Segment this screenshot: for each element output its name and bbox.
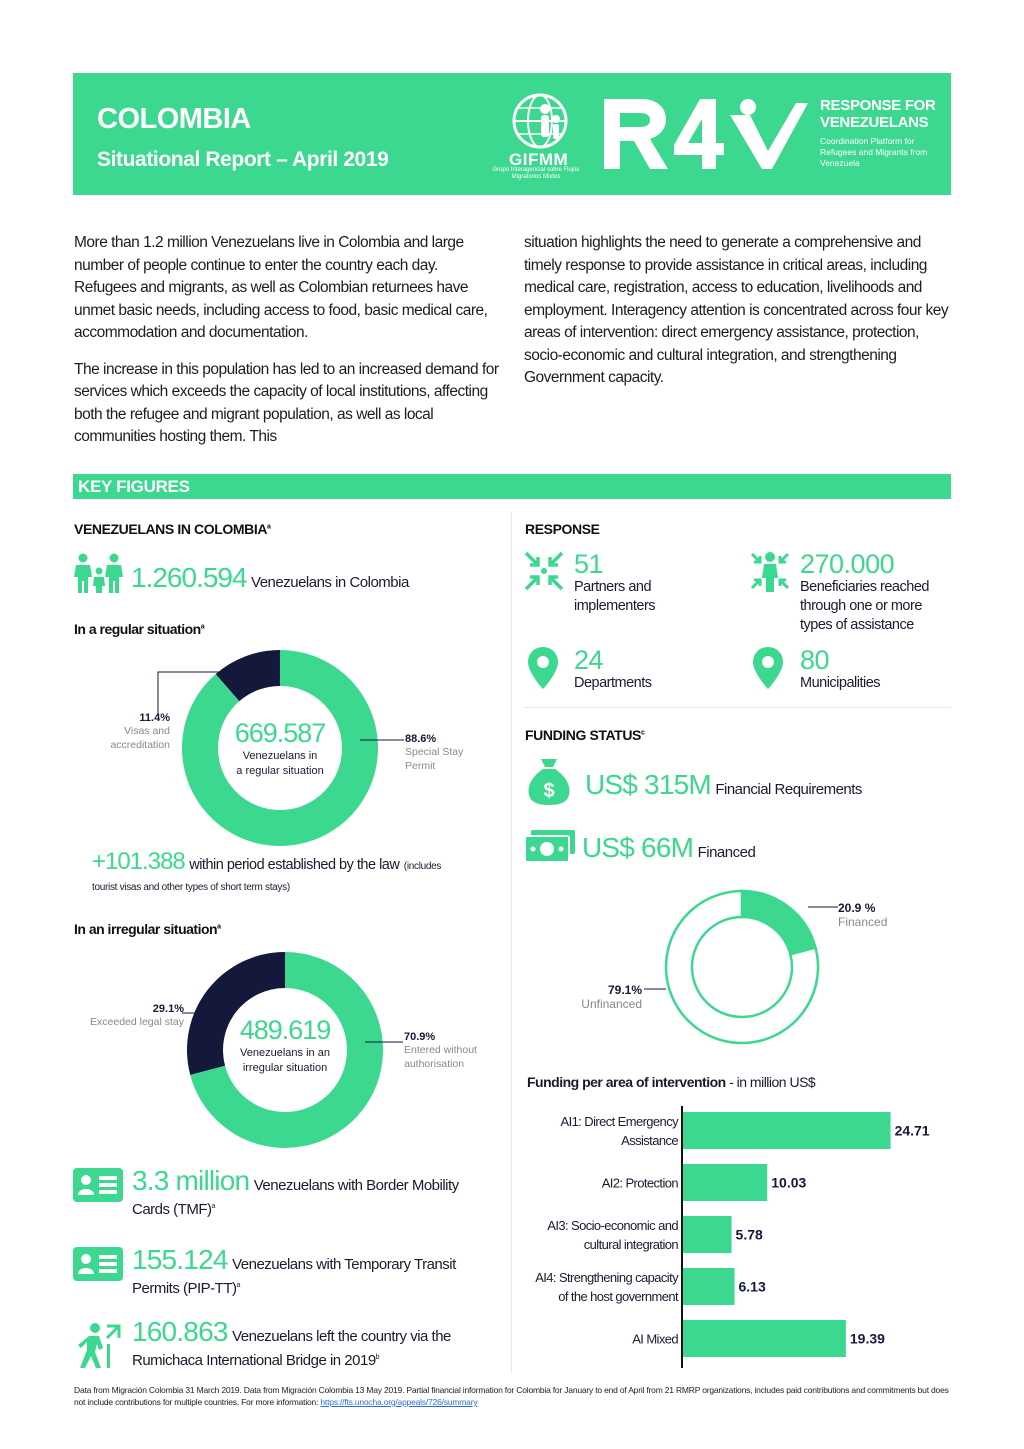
regular-lbl-b-1: Special Stay	[405, 746, 464, 758]
regular-label-a	[100, 712, 170, 752]
bar-value-label-2: 10.03	[771, 1174, 807, 1191]
tmf-stat	[132, 1165, 502, 1197]
requirements-number: US$ 315M	[585, 769, 711, 800]
bar-4	[683, 1268, 734, 1305]
money-bag-icon	[527, 757, 571, 805]
regular-leader-line-right	[360, 735, 410, 745]
within-period-number: +101.388	[92, 848, 185, 875]
id-card-icon	[73, 1168, 123, 1202]
venezuelans-title-note: a	[267, 523, 271, 531]
within-period	[92, 848, 492, 877]
departments-number: 24	[574, 645, 604, 675]
irregular-title-text: In an irregular situation	[74, 921, 218, 937]
departments-label: Departments	[574, 675, 652, 691]
bar-value-label-3: 5.78	[735, 1226, 763, 1243]
regular-center-number: 669.587	[234, 718, 326, 748]
funding-donut-chart	[662, 887, 822, 1047]
permit-card-icon	[73, 1247, 123, 1281]
page-subtitle: Situational Report – April 2019	[97, 148, 389, 171]
bar-value-label-1: 24.71	[894, 1122, 930, 1139]
beneficiaries-number: 270.000	[800, 549, 895, 579]
pip-label-2-wrap	[132, 1276, 240, 1299]
partners-label-2: implementers	[574, 598, 656, 614]
partners-number: 51	[574, 549, 604, 579]
pip-label-1: Venezuelans with Temporary Transit	[232, 1256, 456, 1273]
total-venezuelans	[131, 562, 409, 594]
per-area-unit: - in million US$	[729, 1074, 816, 1090]
unfinanced-pct-lbl: Unfinanced	[581, 997, 642, 1011]
departments-stat	[574, 646, 652, 693]
irregular-center-label-1: Venezuelans in an	[240, 1047, 330, 1059]
total-venezuelans-number: 1.260.594	[131, 562, 247, 593]
family-icon	[73, 553, 125, 593]
within-period-note-2: tourist visas and other types of short term stays)	[92, 882, 290, 893]
location-pin-icon-2	[753, 647, 783, 689]
regular-title	[74, 621, 204, 637]
unfunded-leader-line	[644, 984, 670, 994]
funding-segment-financed	[742, 891, 815, 954]
pip-note: a	[236, 1282, 240, 1289]
unfinanced-pct-label	[570, 983, 642, 1011]
rumichaca-label-2: Rumichaca International Bridge in 2019	[132, 1352, 376, 1369]
regular-label-b	[405, 733, 463, 773]
per-area-title	[527, 1074, 815, 1090]
partners-icon	[524, 551, 564, 591]
financed-pct-label	[838, 901, 887, 929]
tmf-number: 3.3 million	[132, 1165, 250, 1196]
bar-category-label-4: AI4: Strengthening capacity	[535, 1270, 678, 1285]
irregular-leader-line	[180, 1005, 210, 1025]
svg-text:$: $	[543, 780, 555, 802]
regular-lbl-a-2: accreditation	[110, 739, 170, 751]
rumichaca-label-2-wrap	[132, 1348, 379, 1371]
partners-label-1: Partners and	[574, 579, 652, 595]
partners-stat	[574, 550, 655, 616]
irregular-label-a	[84, 1003, 184, 1029]
intro-paragraph-1: More than 1.2 million Venezuelans live in Colombia and large number of people continue to enter the country each day. Refugees and migrants, as well as Colombian returnees have unmet basic needs, including access to food, basic medical care, accommodation and documentation.	[74, 234, 488, 341]
r4v-title-line-2: VENEZUELANS	[820, 114, 929, 131]
footnote-text: Data from Migración Colombia 31 March 2019. Data from Migración Colombia 13 May 2019. Partial financial information for Colombia for January to end of April from 21 RMRP organizations, includes paid contributions and commitments but does not include contributions for multiple countries. For more information:	[74, 1385, 949, 1407]
regular-title-note: a	[200, 623, 205, 631]
beneficiaries-icon	[748, 550, 792, 592]
r4v-title-line-1: RESPONSE FOR	[820, 97, 936, 114]
response-title: RESPONSE	[525, 521, 600, 537]
municipalities-stat	[800, 646, 880, 693]
tmf-label-2: Cards (TMF)	[132, 1201, 212, 1218]
financed-label: Financed	[697, 844, 756, 861]
header-banner	[73, 73, 951, 195]
tmf-label-2-wrap	[132, 1197, 215, 1220]
intro-paragraph-3: situation highlights the need to generate a comprehensive and timely response to provide assistance in critical areas, including medical care, registration, access to education, livelihoods and employment. Interagency attention is concentrated across four key areas of intervention: direct emergency assistance, protection, socio-economic and cultural integration, and strengthening Government capacity.	[524, 234, 949, 386]
intro-paragraph-2: The increase in this population has led to an increased demand for services which exceeds the capacity of local institutions, affecting both the refugee and migrant population, as well as local communities hosting them. This	[74, 360, 499, 445]
financed-pct-lbl: Financed	[838, 915, 888, 929]
irregular-lbl-b-2: authorisation	[404, 1058, 465, 1070]
bar-3	[683, 1216, 732, 1253]
response-divider	[524, 707, 951, 708]
irregular-lbl-b-1: Entered without	[404, 1044, 477, 1056]
gifmm-name: GIFMM	[509, 150, 569, 169]
bar-category-label-1: AI1: Direct Emergency	[560, 1114, 678, 1129]
irregular-title	[74, 921, 221, 937]
irregular-center-number: 489.619	[239, 1015, 331, 1045]
funding-requirements	[585, 769, 862, 801]
financed-number: US$ 66M	[582, 832, 694, 863]
irregular-pct-a: 29.1%	[152, 1003, 184, 1015]
tmf-label-1: Venezuelans with Border Mobility	[253, 1177, 459, 1194]
irregular-lbl-a: Exceeded legal stay	[90, 1016, 184, 1028]
within-period-note: (includes	[403, 861, 442, 872]
rumichaca-label-1: Venezuelans left the country via the	[232, 1328, 451, 1345]
per-area-title-text: Funding per area of intervention	[527, 1074, 726, 1090]
irregular-center	[220, 1015, 350, 1076]
key-figures-bar: KEY FIGURES	[73, 474, 951, 499]
beneficiaries-label-2: through one or more	[800, 598, 922, 614]
funding-financed	[582, 832, 755, 864]
rumichaca-number: 160.863	[132, 1316, 228, 1347]
rumichaca-note: b	[375, 1354, 380, 1361]
funding-title-note: c	[640, 729, 645, 737]
bar-value-label-4: 6.13	[738, 1278, 766, 1295]
regular-center-label-1: Venezuelans in	[242, 750, 318, 762]
bar-value-label-5: 19.39	[849, 1330, 885, 1347]
regular-center	[215, 718, 345, 779]
beneficiaries-label-1: Beneficiaries reached	[800, 579, 929, 595]
irregular-title-note: a	[217, 923, 221, 931]
r4v-subtitle: Coordination Platform for Refugees and Migrants from Venezuela	[820, 136, 928, 168]
gifmm-subtitle: Grupo Interagencial sobre Flujos Migratorios Mixtos	[492, 167, 580, 180]
page-title: COLOMBIA	[97, 103, 251, 135]
r4v-title	[820, 97, 945, 131]
footnote-link[interactable]: https://fts.unocha.org/appeals/726/summary	[320, 1397, 478, 1407]
bar-category-label-2: AI2: Protection	[601, 1175, 678, 1191]
funding-bar-chart	[520, 1100, 950, 1372]
irregular-center-label-2: irregular situation	[242, 1062, 328, 1074]
intro-left-column	[74, 232, 502, 463]
funding-title-text: FUNDING STATUS	[525, 727, 641, 743]
bar-category-label-3: cultural integration	[583, 1237, 678, 1252]
pip-number: 155.124	[132, 1244, 228, 1275]
unfinanced-pct: 79.1%	[607, 983, 642, 997]
regular-pct-b: 88.6%	[405, 733, 437, 745]
venezuelans-title	[74, 521, 271, 537]
pip-label-2: Permits (PIP-TT)	[132, 1280, 237, 1297]
bar-category-label-5: AI Mixed	[632, 1331, 678, 1347]
irregular-pct-b: 70.9%	[404, 1031, 436, 1043]
funding-title	[525, 727, 644, 743]
regular-center-label-2: a regular situation	[236, 765, 324, 777]
municipalities-label: Municipalities	[800, 675, 881, 691]
tmf-note: a	[211, 1203, 215, 1210]
municipalities-number: 80	[800, 645, 830, 675]
bar-category-label-4: of the host government	[558, 1289, 678, 1304]
irregular-label-b	[404, 1031, 477, 1071]
beneficiaries-stat	[800, 550, 929, 635]
financed-pct: 20.9 %	[838, 901, 876, 915]
location-pin-icon	[528, 647, 558, 689]
regular-lbl-a-1: Visas and	[124, 725, 170, 737]
footnote	[74, 1384, 954, 1408]
regular-lbl-b-2: Permit	[405, 760, 436, 772]
bar-5	[683, 1320, 846, 1357]
bar-1	[683, 1112, 891, 1149]
intro-right-column	[524, 232, 954, 404]
regular-title-text: In a regular situation	[74, 621, 201, 637]
venezuelans-title-text: VENEZUELANS IN COLOMBIA	[74, 521, 268, 537]
beneficiaries-label-3: types of assistance	[800, 617, 914, 633]
rumichaca-stat	[132, 1316, 502, 1348]
banknote-icon	[525, 830, 575, 862]
pip-stat	[132, 1244, 502, 1276]
requirements-label: Financial Requirements	[715, 781, 862, 798]
r4v-logo	[600, 95, 808, 173]
within-period-label: within period established by the law	[189, 857, 400, 873]
bar-category-label-3: AI3: Socio-economic and	[547, 1218, 678, 1233]
regular-leader-line	[150, 660, 270, 720]
bar-category-label-1: Assistance	[621, 1133, 678, 1148]
total-venezuelans-label: Venezuelans in Colombia	[251, 574, 409, 591]
column-divider	[511, 512, 512, 1372]
bar-2	[683, 1164, 767, 1201]
regular-pct-a: 11.4%	[139, 712, 170, 724]
person-leaving-icon	[73, 1320, 123, 1370]
